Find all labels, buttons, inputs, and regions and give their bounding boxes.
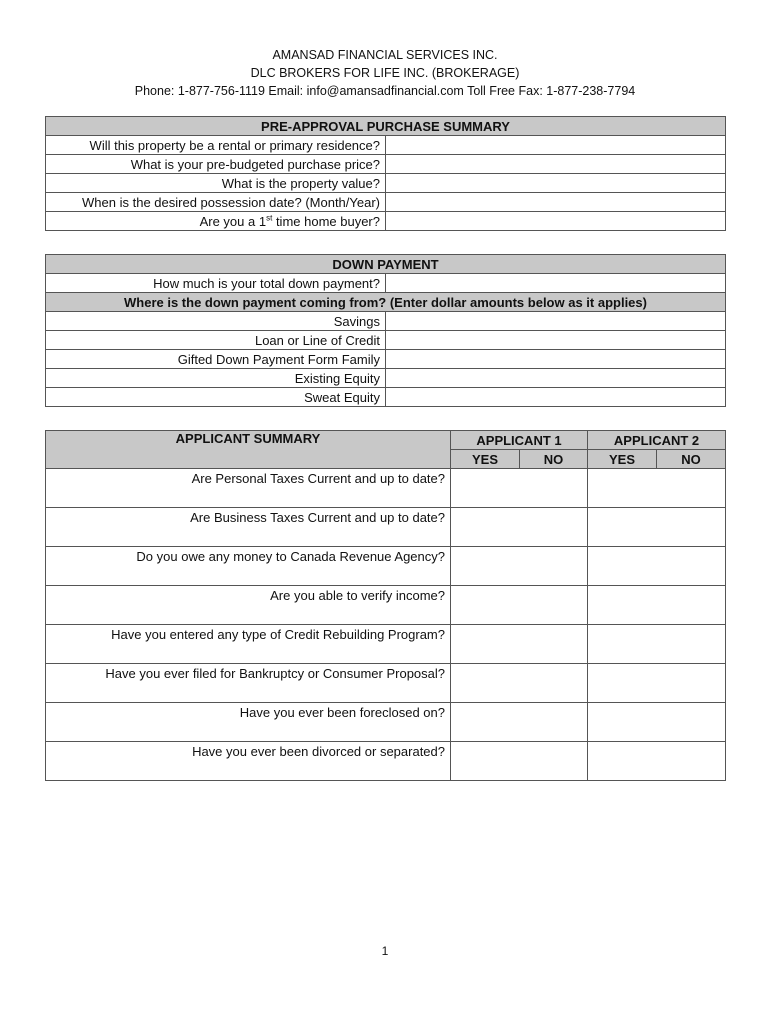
question-label: Are you able to verify income?: [46, 586, 451, 625]
applicant-2-header: APPLICANT 2: [588, 431, 726, 450]
document-header: [0, 46, 770, 100]
question-label: [46, 212, 386, 231]
source-label: Gifted Down Payment Form Family: [46, 350, 386, 369]
source-label: Sweat Equity: [46, 388, 386, 407]
amount-field-gifted[interactable]: [386, 350, 726, 369]
applicant-1-no-header: NO: [520, 450, 588, 469]
question-label: Are Business Taxes Current and up to date?: [46, 508, 451, 547]
down-payment-title: DOWN PAYMENT: [46, 255, 726, 274]
answer-field-purchase-price[interactable]: [386, 155, 726, 174]
answer-field-first-time-buyer[interactable]: [386, 212, 726, 231]
question-label: How much is your total down payment?: [46, 274, 386, 293]
applicant-2-answer-cell[interactable]: [588, 625, 726, 664]
table-row: [46, 469, 726, 508]
table-row: [46, 155, 726, 174]
question-label: What is the property value?: [46, 174, 386, 193]
applicant-1-answer-cell[interactable]: [451, 586, 588, 625]
question-text: Are you a 1: [199, 213, 267, 229]
applicant-2-no-header: NO: [657, 450, 726, 469]
company-name: AMANSAD FINANCIAL SERVICES INC.: [272, 48, 498, 62]
down-payment-source-header: Where is the down payment coming from? (Enter dollar amounts below as it applies): [46, 293, 726, 312]
table-row: [46, 174, 726, 193]
applicant-1-answer-cell[interactable]: [451, 625, 588, 664]
applicant-1-header: APPLICANT 1: [451, 431, 588, 450]
amount-field-existing-equity[interactable]: [386, 369, 726, 388]
question-label: Will this property be a rental or primary residence?: [46, 136, 386, 155]
table-row: [46, 369, 726, 388]
answer-field-property-value[interactable]: [386, 174, 726, 193]
answer-field-rental-or-residence[interactable]: [386, 136, 726, 155]
table-row: [46, 388, 726, 407]
pre-approval-table: [45, 116, 726, 231]
table-row: [46, 350, 726, 369]
question-label: Are Personal Taxes Current and up to date?: [46, 469, 451, 508]
table-row: [46, 664, 726, 703]
applicant-1-answer-cell[interactable]: [451, 664, 588, 703]
source-label: Loan or Line of Credit: [46, 331, 386, 350]
pre-approval-title: PRE-APPROVAL PURCHASE SUMMARY: [46, 117, 726, 136]
applicant-2-answer-cell[interactable]: [588, 742, 726, 781]
applicant-1-answer-cell[interactable]: [451, 547, 588, 586]
table-row: [46, 312, 726, 331]
question-label: Have you ever been divorced or separated?: [46, 742, 451, 781]
table-row: [46, 136, 726, 155]
applicant-1-answer-cell[interactable]: [451, 469, 588, 508]
superscript: st: [266, 213, 273, 223]
question-label: Have you ever filed for Bankruptcy or Consumer Proposal?: [46, 664, 451, 703]
applicant-2-answer-cell[interactable]: [588, 703, 726, 742]
applicant-1-answer-cell[interactable]: [451, 703, 588, 742]
table-row: [46, 274, 726, 293]
applicant-summary-title: APPLICANT SUMMARY: [46, 431, 451, 469]
question-text: time home buyer?: [272, 213, 380, 229]
table-row: [46, 547, 726, 586]
table-row: [46, 193, 726, 212]
amount-field-sweat-equity[interactable]: [386, 388, 726, 407]
question-label: Have you entered any type of Credit Rebuilding Program?: [46, 625, 451, 664]
question-label: Do you owe any money to Canada Revenue Agency?: [46, 547, 451, 586]
table-row: [46, 331, 726, 350]
answer-field-possession-date[interactable]: [386, 193, 726, 212]
applicant-1-answer-cell[interactable]: [451, 508, 588, 547]
source-label: Savings: [46, 312, 386, 331]
applicant-2-answer-cell[interactable]: [588, 508, 726, 547]
table-row: [46, 508, 726, 547]
table-row: [46, 742, 726, 781]
question-label: What is your pre-budgeted purchase price?: [46, 155, 386, 174]
applicant-2-yes-header: YES: [588, 450, 657, 469]
applicant-1-yes-header: YES: [451, 450, 520, 469]
contact-line: Phone: 1-877-756-1119 Email: info@amansadfinancial.com Toll Free Fax: 1-877-238-7794: [134, 84, 636, 98]
page-number: 1: [381, 944, 389, 958]
applicant-summary-table: [45, 430, 726, 781]
table-row: [46, 625, 726, 664]
table-row: [46, 212, 726, 231]
brokerage-name: DLC BROKERS FOR LIFE INC. (BROKERAGE): [250, 66, 520, 80]
applicant-2-answer-cell[interactable]: [588, 664, 726, 703]
down-payment-table: [45, 254, 726, 407]
applicant-2-answer-cell[interactable]: [588, 586, 726, 625]
applicant-1-answer-cell[interactable]: [451, 742, 588, 781]
table-row: [46, 586, 726, 625]
applicant-2-answer-cell[interactable]: [588, 469, 726, 508]
table-row: [46, 703, 726, 742]
amount-field-savings[interactable]: [386, 312, 726, 331]
question-label: Have you ever been foreclosed on?: [46, 703, 451, 742]
source-label: Existing Equity: [46, 369, 386, 388]
answer-field-total-down-payment[interactable]: [386, 274, 726, 293]
amount-field-loan[interactable]: [386, 331, 726, 350]
applicant-2-answer-cell[interactable]: [588, 547, 726, 586]
question-label: When is the desired possession date? (Month/Year): [46, 193, 386, 212]
